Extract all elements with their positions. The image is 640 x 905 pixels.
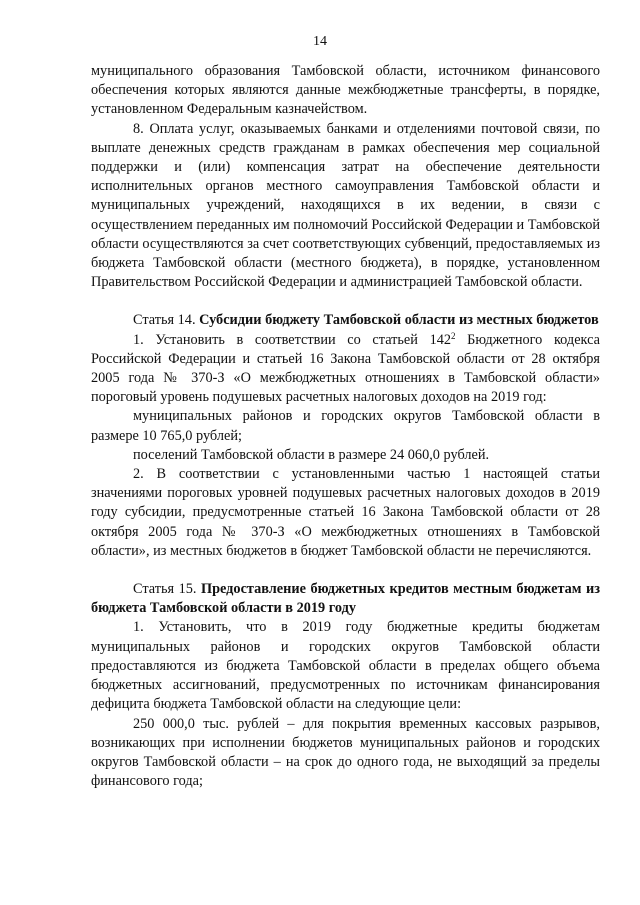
document-body (91, 62, 600, 791)
article-14-title: Субсидии бюджету Тамбовской области из местных бюджетов (199, 312, 599, 329)
paragraph-continuation: муниципального образования Тамбовской области, источником финансового обеспечения которых являются данные межбюджетные трансферты, в порядке, установленном Федеральным казначейством. (91, 63, 600, 118)
article-14-p1-superscript: 2 (451, 330, 456, 341)
article-14-paragraph-1 (91, 331, 600, 408)
article-14-p1-after: Бюджетного кодекса Российской Федерации и статьей 16 Закона Тамбовской области от 28 октября 2005 года № 370-З «О межбюджетных отношениях в Тамбовской области» пороговый уровень подушевых расчетных налоговых доходов на 2019 год: (91, 331, 600, 406)
article-15-paragraph-2: 250 000,0 тыс. рублей – для покрытия временных кассовых разрывов, возникающих при исполнении бюджетов муниципальных районов и городских округов Тамбовской области – на срок до одного года, не выходящий за пределы финансового года; (91, 715, 600, 790)
article-15-title: Предоставление бюджетных кредитов местным бюджетам из бюджета Тамбовской области в 2019 году (91, 581, 601, 617)
article-15-paragraph-1: 1. Установить, что в 2019 году бюджетные кредиты бюджетам муниципальных районов и городских округов Тамбовской области предоставляются из бюджета Тамбовской области в пределах общего объема бюджетных ассигнований, предусмотренных по источникам финансирования дефицита бюджета Тамбовской области на следующие цели: (91, 619, 600, 713)
article-14-paragraph-2: муниципальных районов и городских округов Тамбовской области в размере 10 765,0 рублей; (91, 408, 600, 444)
article-14-prefix: Статья 14. (133, 312, 196, 329)
page-number: 14 (313, 34, 327, 49)
article-14-paragraph-4: 2. В соответствии с установленными частью 1 настоящей статьи значениями пороговых уровней подушевых расчетных налоговых доходов в 2019 году субсидии, предусмотренные статьей 16 Закона Тамбовской области от 28 октября 2005 года № 370-З «О межбюджетных отношениях в Тамбовской области», из местных бюджетов в бюджет Тамбовской области не перечисляются. (91, 466, 600, 559)
article-14-p1-before: 1. Установить в соответствии со статьей 142 (133, 331, 452, 348)
article-14-heading (91, 311, 600, 330)
article-15-heading (91, 580, 600, 618)
article-14-paragraph-3: поселений Тамбовской области в размере 24 060,0 рублей. (133, 446, 490, 463)
paragraph-item-8: 8. Оплата услуг, оказываемых банками и отделениями почтовой связи, по выплате денежных средств гражданам в рамках обеспечения мер социальной поддержки и (или) компенсация затрат на обеспечение деятельности исполнительных органов местного самоуправления Тамбовской области и муниципальных учреждений, находящихся в их ведении, в связи с осуществлением переданных им полномочий Российской Федерации и Тамбовской области осуществляются за счет соответствующих субвенций, предоставляемых из бюджета Тамбовской области (местного бюджета), в порядке, установленном Правительством Российской Федерации и администрацией Тамбовской области. (91, 120, 600, 291)
article-15-prefix: Статья 15. (133, 581, 197, 598)
